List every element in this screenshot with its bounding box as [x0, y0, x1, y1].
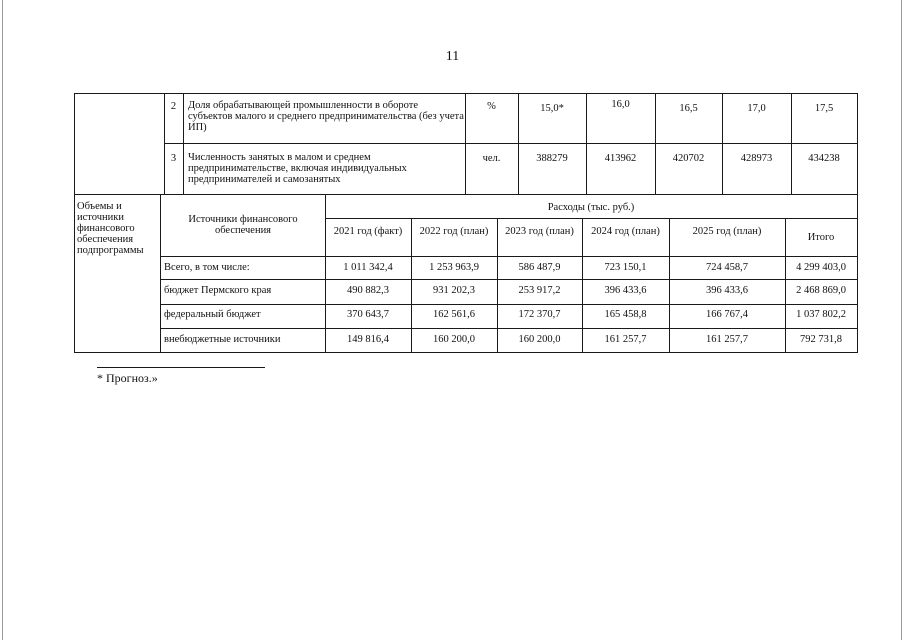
table-rule: [183, 93, 184, 195]
funding-source: бюджет Пермского края: [164, 285, 272, 296]
table-rule: [160, 328, 858, 329]
indicator-value: 434238: [808, 153, 840, 164]
table-rule: [164, 143, 858, 144]
indicator-name: Численность занятых в малом и среднем предпринимательстве, включая индивидуальных предпринимателей и самозанятых: [188, 152, 407, 185]
table-rule: [74, 194, 858, 195]
table-rule: [160, 194, 161, 353]
indicator-unit: чел.: [482, 153, 501, 164]
funding-value: 1 037 802,2: [796, 309, 846, 320]
funding-value: 172 370,7: [518, 309, 561, 320]
funding-source: Всего, в том числе:: [164, 262, 250, 273]
funding-value: 160 200,0: [518, 334, 561, 345]
funding-value: 370 643,7: [347, 309, 389, 320]
funding-value: 166 767,4: [706, 309, 748, 320]
funding-value: 165 458,8: [604, 309, 647, 320]
funding-value: 4 299 403,0: [796, 262, 846, 273]
year-header: 2021 год (факт): [333, 226, 403, 237]
funding-value: 162 561,6: [433, 309, 475, 320]
funding-value: 253 917,2: [518, 285, 561, 296]
funding-value: 723 150,1: [604, 262, 647, 273]
indicator-value: 420702: [672, 153, 705, 164]
scan-right-edge: [901, 0, 902, 640]
funding-value: 931 202,3: [433, 285, 475, 296]
indicator-number: 3: [170, 153, 177, 164]
table-rule: [160, 256, 858, 257]
funding-value: 1 253 963,9: [429, 262, 479, 273]
year-header: 2024 год (план): [591, 226, 660, 237]
indicator-value: 413962: [604, 153, 637, 164]
funding-source: внебюджетные источники: [164, 334, 281, 345]
indicator-value: 17,0: [747, 103, 766, 114]
indicator-value: 15,0*: [540, 103, 564, 114]
table-rule: [160, 304, 858, 305]
indicator-unit: %: [487, 101, 496, 112]
table-rule: [325, 218, 858, 219]
funding-value: 2 468 869,0: [796, 285, 846, 296]
funding-value: 1 011 342,4: [343, 262, 393, 273]
table-rule: [857, 93, 858, 353]
year-header: 2023 год (план): [505, 226, 574, 237]
indicator-number: 2: [170, 101, 177, 112]
footnote: * Прогноз.»: [97, 371, 158, 385]
funding-value: 396 433,6: [706, 285, 748, 296]
funding-value: 161 257,7: [604, 334, 647, 345]
expenses-header: Расходы (тыс. руб.): [547, 202, 635, 213]
funding-value: 149 816,4: [347, 334, 389, 345]
funding-value: 396 433,6: [604, 285, 647, 296]
table-rule: [74, 352, 858, 353]
table-rule: [160, 279, 858, 280]
funding-value: 792 731,8: [800, 334, 842, 345]
funding-value: 160 200,0: [433, 334, 475, 345]
funding-source: федеральный бюджет: [164, 309, 261, 320]
year-header: Итого: [807, 232, 835, 243]
table-rule: [74, 93, 858, 94]
indicator-value: 16,0: [611, 99, 630, 110]
indicator-name: Доля обрабатывающей промышленности в обороте субъектов малого и среднего предпринимательства (без учета ИП): [188, 100, 464, 133]
indicator-value: 388279: [536, 153, 568, 164]
indicator-value: 16,5: [679, 103, 698, 114]
indicator-value: 17,5: [814, 103, 834, 114]
year-header: 2025 год (план): [692, 226, 762, 237]
funding-label: Объемы и источники финансового обеспечения подпрограммы: [77, 201, 144, 256]
sources-header: Источники финансового обеспечения: [188, 214, 298, 236]
funding-value: 490 882,3: [347, 285, 389, 296]
scan-left-edge: [2, 0, 3, 640]
page-number: 11: [445, 49, 460, 64]
funding-value: 586 487,9: [518, 262, 561, 273]
funding-value: 724 458,7: [706, 262, 748, 273]
indicator-value: 428973: [740, 153, 773, 164]
footnote-separator: [97, 367, 265, 368]
year-header: 2022 год (план): [419, 226, 489, 237]
table-rule: [74, 93, 75, 353]
funding-value: 161 257,7: [706, 334, 748, 345]
